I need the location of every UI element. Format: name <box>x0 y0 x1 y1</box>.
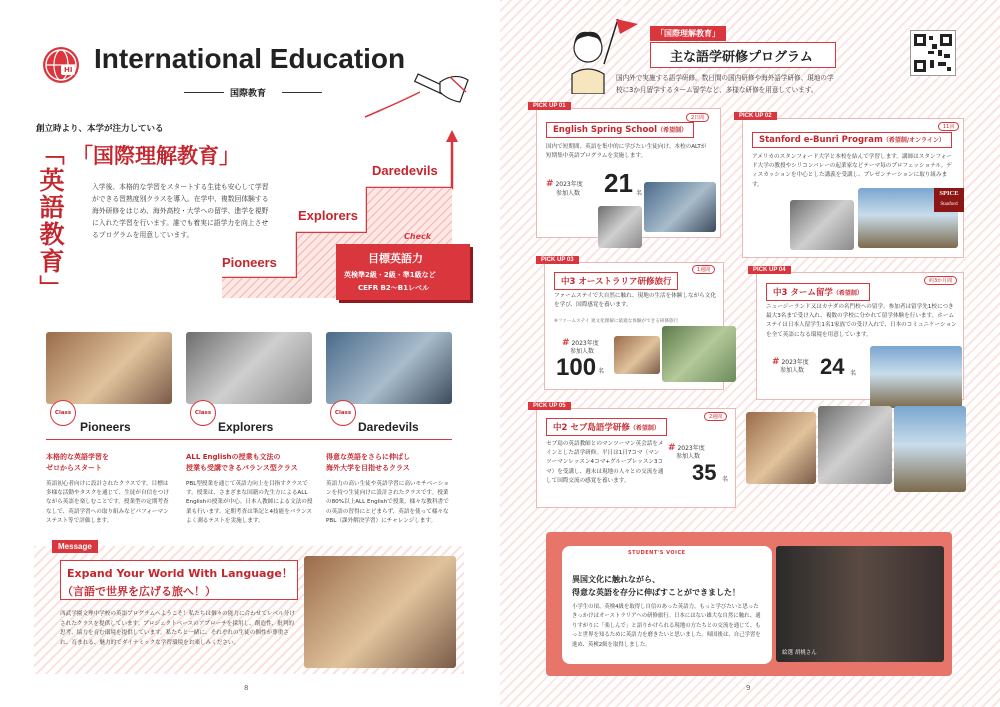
card-count-label-01: 参加人数 <box>556 190 581 197</box>
header-title: 主な語学研修プログラム <box>670 50 813 65</box>
card-count-label-03: 参加人数 <box>570 348 595 355</box>
track-sub2-explorers: 授業も受講できるバランス型クラス <box>186 464 298 472</box>
check-label: Check <box>404 232 432 241</box>
card-photo-03b <box>662 326 736 382</box>
card-photo-01a <box>598 206 642 248</box>
qr-code-icon <box>910 30 956 76</box>
vertical-title: 「英語教育」 <box>36 140 65 302</box>
goal-box <box>336 244 470 300</box>
card-days-05: 2週間 <box>704 412 727 421</box>
pickup-flag-text: PICK UP <box>621 6 640 11</box>
track-sub2-pioneers: ゼロからスタート <box>46 464 102 472</box>
card-unit-01: 名 <box>636 190 643 197</box>
track-desc-explorers: PBL型授業を通じて英語力向上を目指すクラスです。授業は、さまざまな国籍の先生方によるALL Englishの授業が中心。日本人教師による文法の授業も行います。定期考査は筆記と4技能をバランスよく測るテストを実施します。 <box>186 481 313 524</box>
teachers-photo <box>304 556 456 668</box>
pen-hand-icon <box>360 72 470 122</box>
subtitle-line <box>184 92 224 93</box>
card-opt-04: （希望制） <box>832 290 863 297</box>
goal-line2: CEFR B2〜B1レベル <box>358 284 429 292</box>
class-badge-1: Class <box>50 400 76 426</box>
header-desc: 国内外で実施する語学研修。数日間の国内研修や海外語学研修、現地の学校に3か月留学するターム留学など、多様な研修を用意しています。 <box>616 74 834 94</box>
card-count-04: 24 <box>820 354 845 379</box>
card-title-01 <box>546 122 694 138</box>
card-year-text-04: 2023年度 <box>781 359 809 366</box>
card-days-03: 1週間 <box>692 265 715 274</box>
daredevils-photo <box>326 332 452 404</box>
card-year-01: # 2023年度 <box>546 179 583 189</box>
track-divider <box>46 439 452 440</box>
voice-caption: 絵選 胡桃さん <box>782 650 817 656</box>
card-year-text-01: 2023年度 <box>555 181 583 188</box>
card-desc-05: セブ島の英語教師とのマンツーマン英会話をメインとした語学研修。平日は1日7コマ（マンツーマンレッスン4コマ+グループレッスン3コマ）を受講し、週末は現地の人々との交流を通して国際交流の感覚を養います。 <box>546 441 664 484</box>
card-desc-02: アメリカのスタンフォード大学と本校を結んで学習します。講師はスタンフォード大学の教授やシリコンバレーの起業家などテーマ毎のプロフェッショナル。ディスカッションを中心とした講義を受講し、プレゼンテーションに取り組みます。 <box>752 154 952 188</box>
card-unit-05: 名 <box>722 476 729 483</box>
card-photo-05a <box>746 412 816 484</box>
program-desc: 入学後、本格的な学習をスタートする生徒も安心して学習ができる習熟度別クラスを導入。在学中、複数回体験する海外研修をはじめ、海外高校・大学への留学、進学を視野に入れた学習を行います。誰でも着実に語学力を向上させるプログラムを用意しています。 <box>92 183 269 239</box>
voice-text: 小学生の頃、英検4級を取得し自信のあった英語力。もっと学びたいと思ったきっかけはオーストラリアへの研修旅行。日本にはない雄大な自然に触れ、通りすがりに「楽しんで」と語りかけられる現地の方たちとの交流を通じて、もっと世界を知るために英語力を磨きたいと思いました。帰国後は、自己学習を進め、英検2級を取得しました。 <box>572 604 761 648</box>
step-pioneers: Pioneers <box>222 255 277 270</box>
card-note-03: ※ファームステイ 異文化理解に最適な体験ができる研修旅行 <box>554 319 679 324</box>
card-year-text-03: 2023年度 <box>571 340 599 347</box>
page-title: International Education <box>94 43 406 74</box>
card-title-04 <box>766 283 870 301</box>
goal-line1: 英検準2級・2級・準1級など <box>344 271 436 279</box>
class-badge-2: Class <box>190 400 216 426</box>
track-sub2-daredevils: 海外大学を目指せるクラス <box>326 464 410 472</box>
card-photo-05b <box>818 406 892 484</box>
card-opt-02: （希望制/オンライン） <box>882 137 945 144</box>
track-desc-daredevils: 英語力の高い生徒や英語学習に高いモチベーションを持つ生徒向けに設計されたクラスです。授業の80%以上ALL Englishで授業。様々な教科書での英語の習得にとどまらず、英語を使って様々なPBL（課外解決学習）にチャレンジします。 <box>326 481 449 524</box>
card-year-04: # 2023年度 <box>772 357 809 367</box>
goal-title: 目標英語力 <box>368 252 423 265</box>
voice-title-1: 異国文化に触れながら、 <box>572 575 660 584</box>
subtitle-line-right <box>282 92 322 93</box>
message-text: 西武学園文理中学校の英語プログラムへようこそ！私たちは個々の能力に合わせてレベル分けされたクラスを提供しています。プロジェクトベースのアプローチを採用し、創造性、批判的思考、協力を育む環境を提供しています。私たちと一緒に、それぞれの生徒の個性が尊重され、育まれる、魅力的でダイナミックな学習環境をお楽しみください。 <box>60 611 295 646</box>
card-title-02 <box>752 132 952 148</box>
card-photo-02a <box>790 200 854 250</box>
globe-logo-icon <box>43 47 79 83</box>
card-title-text-02: Stanford e-Bunri Program <box>759 135 883 145</box>
program-title: 「国際理解教育」 <box>72 144 240 168</box>
track-sub1-pioneers: 本格的な英語学習を <box>46 453 109 461</box>
card-photo-04 <box>870 346 962 408</box>
card-year-text-05: 2023年度 <box>677 445 705 452</box>
spice-logo-text: SPICE <box>939 190 959 197</box>
logo-text: HI <box>61 65 75 75</box>
card-title-text-04: 中3 ターム留学 <box>773 288 833 298</box>
card-count-01: 21 <box>604 168 633 198</box>
card-tag-04: PICK UP 04 <box>748 266 791 274</box>
card-opt-05: （希望制） <box>629 425 660 432</box>
student-portrait-photo <box>776 546 944 662</box>
card-tag-02: PICK UP 02 <box>734 112 777 120</box>
card-desc-04: ニュージーランド又はカナダの名門校への留学。参加者は留学先1校につき最大3名まで受け入れ、複数の学校に分かれて留学体験を行います。ホームステイは日本人留学生1名1家族での受け入れで、日本のコミュニケーションを全て英語になる環境を用意しています。 <box>766 304 957 338</box>
card-tag-03: PICK UP 03 <box>536 256 579 264</box>
card-tag-05: PICK UP 05 <box>528 402 571 410</box>
card-days-04: 約3か月間 <box>924 276 957 285</box>
card-title-05 <box>546 418 667 436</box>
card-unit-04: 名 <box>850 370 857 377</box>
page-subtitle: 国際教育 <box>230 89 267 99</box>
card-unit-03: 名 <box>598 368 605 375</box>
card-count-label-04: 参加人数 <box>780 367 805 374</box>
step-explorers: Explorers <box>298 208 358 223</box>
track-name-daredevils: Daredevils <box>358 420 419 434</box>
card-photo-05c <box>894 406 966 492</box>
card-opt-01: （希望制） <box>657 127 688 134</box>
card-year-05: # 2023年度 <box>668 443 705 453</box>
message-label: Message <box>52 540 98 553</box>
voice-label: STUDENT'S VOICE <box>628 550 686 556</box>
message-title-2: （言語で世界を広げる旅へ！） <box>62 585 216 598</box>
explorers-photo <box>186 332 312 404</box>
spice-logo <box>934 188 964 212</box>
card-year-03: # 2023年度 <box>562 338 599 348</box>
step-daredevils: Daredevils <box>372 163 438 178</box>
header-tag: 「国際理解教育」 <box>650 26 726 41</box>
card-desc-03: ファームステイで大自然に触れ、現地の生活を体験しながら文化を学び、国際感覚を養います。 <box>554 293 716 309</box>
stanford-logo-text: Stanford <box>940 202 958 207</box>
card-days-01: 2日間 <box>686 113 709 122</box>
card-count-03: 100 <box>556 354 597 381</box>
card-desc-01: 国内で短期間、英語を集中的に学びたい生徒向け。本校のALTが短期集中英語プログラムを実施します。 <box>546 144 707 160</box>
right-page <box>500 0 1000 707</box>
card-count-label-05: 参加人数 <box>676 453 701 460</box>
card-title-03: 中3 オーストラリア研修旅行 <box>554 272 678 290</box>
card-photo-01b <box>644 182 716 232</box>
voice-title-2: 得意な英語を存分に伸ばすことができました！ <box>572 588 740 597</box>
page-number-left: 8 <box>244 684 249 692</box>
track-desc-pioneers: 英語初心者向けに設計されたクラスです。目標は多様な活動やタスクを通じて、生徒が自信をつけながら英語を楽しむことです。授業型の定期考査なしで、英語学習への取り組みなどパフォーマンステスト等で評価します。 <box>46 481 169 524</box>
track-sub1-daredevils: 得意な英語をさらに伸ばし <box>326 453 410 461</box>
card-count-05: 35 <box>692 460 717 485</box>
track-name-explorers: Explorers <box>218 420 274 434</box>
track-name-pioneers: Pioneers <box>80 420 131 434</box>
intro-small: 創立時より、本学が注力している <box>36 124 164 134</box>
card-title-text-05: 中2 セブ島語学研修 <box>553 423 630 433</box>
message-title-1: Expand Your World With Language！ <box>67 567 293 580</box>
card-tag-01: PICK UP 01 <box>528 102 571 110</box>
page-number-right: 9 <box>746 684 751 692</box>
card-days-02: 11回 <box>938 122 959 131</box>
pioneers-photo <box>46 332 172 404</box>
card-title-text-01: English Spring School <box>553 125 658 135</box>
track-sub1-explorers: ALL Englishの授業も文法の <box>186 453 281 461</box>
class-badge-3: Class <box>330 400 356 426</box>
card-photo-03a <box>614 336 660 374</box>
